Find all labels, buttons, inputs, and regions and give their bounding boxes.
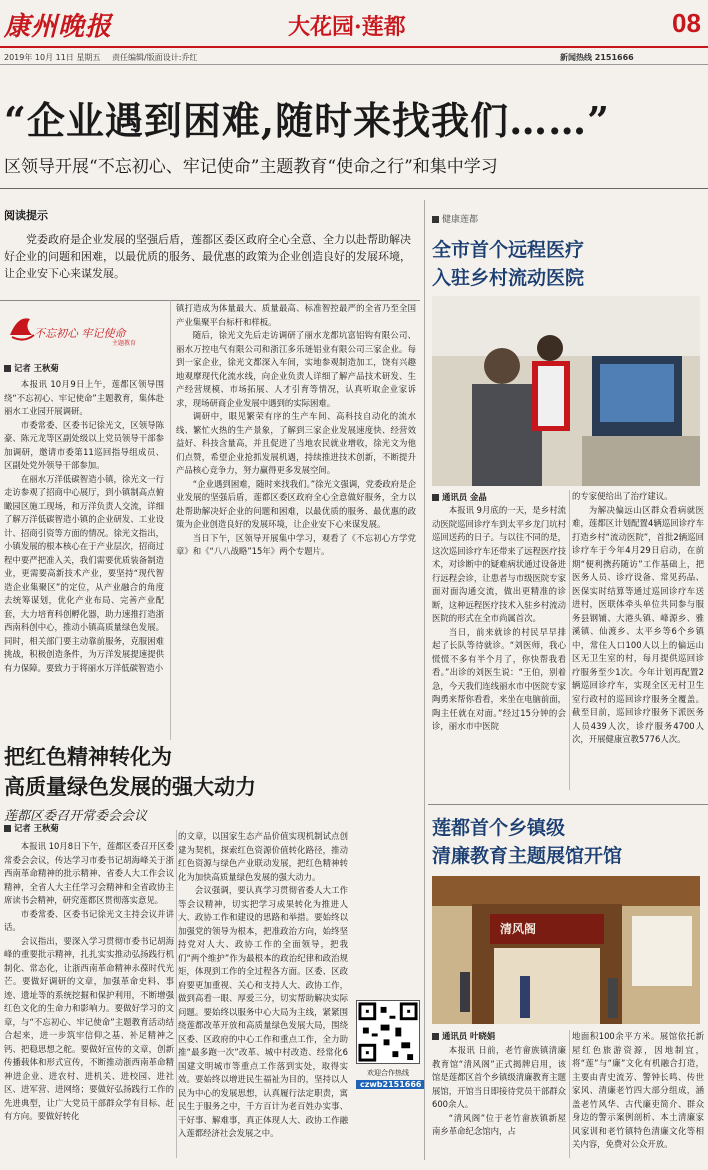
article-column	[4, 840, 174, 1170]
column-divider	[569, 1030, 570, 1158]
article-column	[178, 830, 348, 1160]
main-subtitle: 区领导开展“不忘初心、牢记使命”主题教育“使命之行”和集中学习	[4, 157, 498, 177]
article-column	[432, 504, 566, 804]
paragraph: 在丽水万洋低碳智造小镇，徐光文一行走访参观了招商中心展厅，到小镇制高点俯瞰园区施工现场，和万洋负责人交流，详细了解万洋低碳智造小镇的企业研发、工业设计、招商引资等方面的情况。徐光文指出，小镇发展的根本核心在于产业层次，招商过程中要严把准入关，我们需要优质装备制造业，更需要高新技术产业，要坚持“现代智造企业集聚区”的定位，从产业融合的角度去统筹谋划，优化产业布局、完善产业配套，大力培育科创孵化器，助力速推打造浙西南科创中心，推动小镇高质量绿色发展。同时，相关部门要主动靠前服务，克服困难挑战，积极创造条件，为万洋发展提速提供有力保障。要致力于将丽水万洋低碳智造小	[4, 473, 164, 673]
article-divider	[0, 300, 420, 301]
editor-credit: 责任编辑/版面设计:乔红	[112, 53, 198, 62]
paragraph: 为解决偏远山区群众看病就医难，莲都区计划配置4辆巡回诊疗车打造乡村“流动医院”，首批2辆巡回诊疗车于今年4月29日启动，在前期“便利携药随访”工作基础上，把医务人员、诊疗设备、常见药品、医保实时结算等通过巡回诊疗车送进村，医联体牵头单位共同参与服务县钢铺、大港头镇、峰源乡、雅溪镇、仙渡乡、太平乡等6个乡镇中，常住人口100人以上的偏远山区无卫生室的村，每月提供巡回诊疗服务至少1次。今年计划再配置2辆巡回诊疗车，实现全区无村卫生室行政村的巡回诊疗服务全覆盖。截至目前，巡回诊疗服务下派医务人员439人次，诊疗服务4700人次，开展健康宣教5776人次。	[572, 504, 704, 744]
headline-line: 清廉教育主题展馆开馆	[432, 845, 623, 867]
column-divider	[424, 200, 425, 1160]
paragraph: 会议强调，要认真学习贯彻省委人大工作等会议精神，切实把学习成果转化为推进人大、政协工作和建设的思路和举措。要始终以加强党的领导为根本，把准政治方向，始终坚持党对人大、政协工作的全面领导，把我们“两个维护”作为最根本的政治纪律和政治规矩，体现到工作的全过程各方面。区委、区政府要更加重视、关心和支持人大、政协工作，做到高看一眼、厚爱三分，切实帮助解决实际问题。要始终以服务中心大局为主线，紧紧围绕莲都改革开放和高质量绿色发展大局，围绕区委、区政府的中心工作和重点工作，全力助推“最多跑一次”改革、城中村改造、经常化6国建文明城市等重点工作落到实处，取得实效。要始终以增进民生福祉为目的，坚持以人民为中心的发展思想，认真履行法定职责，寓民生于服务之中，千方百计为老百姓办实事、干好事、解难事，真正体现人大、政协工作融入莲都经济社会发展之中。	[178, 885, 348, 1138]
reading-guide-label: 阅读提示	[4, 209, 48, 222]
paragraph: “清风阁”位于老竹畲族镇新屋南乡革命纪念馆内，占	[432, 1112, 566, 1136]
column-divider	[569, 490, 570, 790]
article-divider	[428, 804, 708, 805]
issue-date: 2019年 10月 11日 星期五	[4, 53, 101, 62]
main-headline: “企业遇到困难,随时来找我们……”	[4, 98, 610, 143]
paragraph: 本报讯 10月8日下午，莲都区委召开区委常委会会议，传达学习市委书记胡海峰关于浙西南革命精神的批示精神、省委人大工作会议精神，全省人大主任学习会精神和全省政协主席读书会精神，研究莲都区贯彻落实意见。	[4, 841, 174, 905]
campaign-logo-subtext: 主题教育	[112, 340, 137, 347]
telemedicine-photo	[432, 296, 700, 486]
article-column	[4, 378, 164, 748]
article-headline	[432, 814, 622, 870]
article-byline: 通讯员 金晶	[432, 491, 487, 503]
article-column	[572, 490, 704, 790]
article-column	[572, 1030, 704, 1160]
column-divider	[170, 300, 171, 740]
headline-divider	[0, 188, 708, 189]
paragraph: 调研中，眼见繁荣有序的生产车间、高科技自动化的流水线、繁忙火热的生产景象，了解到三家企业发展速度快、经营效益好、科技含量高，并且促进了当地农民就业增收，徐光文为他们点赞，希望企业抢抓发展机遇，持续推进技术创新，不断提升产品核心竞争力，努力赢得更多发展空间。	[176, 411, 416, 475]
reading-guide-text: 党委政府是企业发展的坚强后盾，莲都区委区政府全心全意、全力以赴帮助解决好企业的问题和困难，以最优质的服务、最优惠的政策为企业创造良好的发展环境，让企业安下心来谋发展。	[4, 233, 411, 280]
article-headline	[432, 236, 584, 292]
qr-id-badge: czwb2151666	[356, 1080, 425, 1089]
article-byline: 记者 王秋菊	[4, 822, 59, 834]
article-column	[432, 1044, 566, 1160]
section-label: 健康莲都	[432, 212, 478, 225]
article-headline	[4, 742, 256, 802]
paragraph: 地面积100余平方米。展馆依托新屋红色旅游资源，因地制宜，将“莲”与“廉”文化有机融合打造，主要由青史流芳、警钟长鸣、传世家风、清廉老竹四大部分组成，涵盖老竹风华、古代廉吏简介、群众身边的警示案例剖析、本土清廉家风家训和老竹镇特色清廉文化等相关内容，免费对公众开放。	[572, 1031, 704, 1149]
page-number: 08	[672, 8, 701, 38]
article-subtitle: 莲都区委召开常委会会议	[4, 809, 148, 824]
hall-sign: 清风阁	[500, 922, 537, 936]
headline-line: 莲都首个乡镇级	[432, 817, 566, 839]
paragraph: 的专家便给出了治疗建议。	[572, 491, 673, 501]
paragraph: 市委常委、区委书记徐光文主持会议并讲话。	[4, 908, 174, 932]
headline-line: 高质量绿色发展的强大动力	[4, 774, 256, 799]
paragraph: “企业遇到困难，随时来找我们。”徐光文强调，党委政府是企业发展的坚强后盾，莲都区委区政府全心全意做好服务，全力以赴帮助解决好企业的问题和困难，以最优质的服务、最优惠的政策为企业创造良好的发展环境，让企业安下心来谋发展。	[176, 478, 416, 529]
paragraph: 的文章，以国家生态产品价值实现机制试点创建为契机，探索红色资源价值转化路径，推动红色资源与绿色产业联动发展，把红色精神转化为加快高质量绿色发展的强大动力。	[178, 831, 348, 882]
paragraph: 本报讯 10月9日上午，莲都区领导围绕“不忘初心、牢记使命”主题教育，集体赴丽水工业园开展调研。	[4, 379, 164, 416]
headline-line: 入驻乡村流动医院	[432, 267, 585, 289]
paragraph: 市委常委、区委书记徐光文，区领导陈豪、陈元龙等区副处级以上党员领导干部参加调研，邀请市委第11巡回指导组成员、区副处党外领导干部参加。	[4, 419, 164, 470]
headline-line: 全市首个远程医疗	[432, 239, 585, 261]
section-title: 大花园·莲都	[288, 14, 406, 40]
meta-divider	[0, 64, 708, 65]
paragraph: 本报讯 9月底的一天，是乡村流动医院巡回诊疗车到太平乡龙门坑村巡回送药的日子。与以往不同的是，这次巡回诊疗车还带来了远程医疗技术，对诊断中的疑难病状通过设备进行远程会诊，让患者与市级医院专家面对面沟通交流，做出更精准的诊断，这种远程医疗技术入驻乡村流动医院的形式在全市尚属首次。	[432, 505, 566, 623]
article-column	[176, 302, 416, 734]
article-byline: 记者 王秋菊	[4, 362, 59, 374]
newspaper-logo: 康州晚报	[4, 12, 113, 42]
paragraph: 镇打造成为体量最大、质量最高、标准智控最严的全省乃至全国产业集聚平台标杆和样板。	[176, 303, 416, 327]
exhibition-hall-photo	[432, 876, 700, 1024]
paragraph: 当日下午，区领导开展集中学习，观看了《不忘初心方学党章》和《“八八战略”15年》两个专题片。	[176, 532, 416, 556]
paragraph: 随后，徐光文先后走访调研了丽水龙都坑富铝钩有限公司、丽水万控电气有限公司和浙江多乐琏铝业有限公司三家企业。每到一家企业，徐光文都深入车间，实地参观制造加工，饶有兴趣地观摩现代化流水线，向企业负责人详细了解产品技术研发、生产经营规模、市场拓展、人才引育等情况，认真听取企业家诉求，现场研商企业发展中遇到的实际困难。	[176, 330, 416, 408]
article-byline: 通讯员 叶晓娟	[432, 1030, 495, 1042]
column-divider	[176, 830, 177, 1158]
news-hotline: 新闻热线 2151666	[560, 53, 634, 62]
headline-line: 把红色精神转化为	[4, 744, 172, 769]
qr-caption: 欢迎合作热线	[367, 1069, 409, 1077]
paragraph: 本报讯 日前，老竹畲族镇清廉教育馆“清风阁”正式揭牌启用，该馆是莲都区首个乡镇级清廉教育主题展馆，开馆当日即接待党员干部群众600余人。	[432, 1045, 566, 1109]
paragraph: 当日，前来就诊的村民早早排起了长队等待就诊。“刘医师，我心慌慌不多有半个月了，你快帮我看看。”出诊的刘医生说：“王伯，别着急，今天我们连线丽水市中医院专家陶勇来帮你看看，来坐在电脑前面，陶主任就在对面。”经过15分钟的会诊，丽水市中医院	[432, 626, 566, 731]
paragraph: 会议指出，要深入学习贯彻市委书记胡海峰的重要批示精神，扎扎实实推动弘扬践行机制化、常态化，让浙西南革命精神永葆时代光芒。要做好调研的文章，加强革命史料、事迹、遗址等的系统挖掘和保护利用，不断增强红色文化的生命力和影响力。要做好学习的文章，与“不忘初心、牢记使命”主题教育活动结合起来，进一步筑牢信仰之基、补足精神之钙、把稳思想之舵。要做好宣传的文章，创新传播载体和形式宣传，不断推动浙西南革命精神进企业、进农村、进机关、进校园、进社区、进军营、进网络；要做好弘扬践行工作的先进典型，让广大党员干部群众学有目标、赶有方向。要做好转化	[4, 935, 174, 1121]
qr-code-icon[interactable]	[356, 1000, 420, 1064]
campaign-logo-text: 不忘初心 牢记使命	[34, 327, 126, 340]
header-rule	[0, 46, 708, 48]
